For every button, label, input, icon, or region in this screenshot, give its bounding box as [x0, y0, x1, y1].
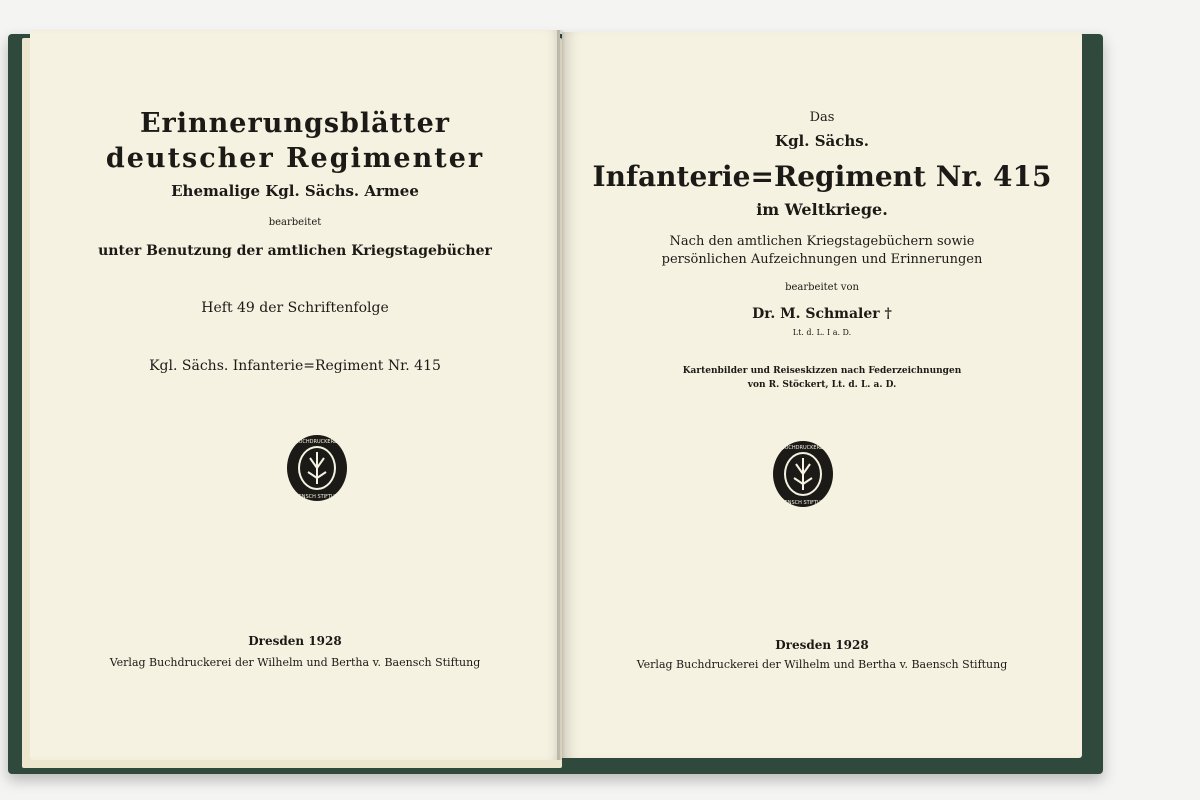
note-line-2: persönlichen Aufzeichnungen und Erinnerungen	[661, 252, 983, 267]
regiment-line: Kgl. Sächs. Infanterie=Regiment Nr. 415	[149, 358, 441, 374]
sources-line: unter Benutzung der amtlichen Kriegstagebücher	[98, 243, 492, 259]
issue-line: Heft 49 der Schriftenfolge	[201, 300, 389, 316]
maps-line-2: von R. Stöckert, Lt. d. L. a. D.	[747, 380, 897, 390]
author-rank: Lt. d. L. I a. D.	[792, 328, 852, 337]
edited-label: bearbeitet	[268, 217, 322, 228]
note-line-1: Nach den amtlichen Kriegstagebüchern sowie	[669, 234, 975, 249]
maps-line-1: Kartenbilder und Reiseskizzen nach Federzeichnungen	[682, 366, 962, 376]
publisher-line: Verlag Buchdruckerei der Wilhelm und Bertha v. Baensch Stiftung	[109, 656, 481, 669]
emblem-text-top: BUCHDRUCKEREI	[295, 439, 339, 445]
emblem-text-top: BUCHDRUCKEREI	[781, 445, 825, 451]
author-name: Dr. M. Schmaler †	[752, 306, 892, 322]
series-title-line-1: Erinnerungsblätter	[139, 108, 451, 139]
subtitle: im Weltkriege.	[756, 200, 888, 219]
place-year: Dresden 1928	[775, 638, 869, 652]
book-gutter	[557, 30, 565, 760]
das-line: Das	[809, 110, 835, 125]
emblem-text-bottom: BAENSCH STIFTUNG	[777, 500, 829, 506]
edited-by-label: bearbeitet von	[785, 282, 859, 293]
kgl-line: Kgl. Sächs.	[775, 132, 869, 150]
publisher-line: Verlag Buchdruckerei der Wilhelm und Bertha v. Baensch Stiftung	[636, 658, 1008, 671]
place-year: Dresden 1928	[248, 634, 342, 648]
publisher-emblem-left	[286, 434, 348, 502]
emblem-text-bottom: BAENSCH STIFTUNG	[291, 494, 343, 500]
army-line: Ehemalige Kgl. Sächs. Armee	[171, 182, 419, 200]
left-title-page	[30, 30, 560, 760]
main-title: Infanterie=Regiment Nr. 415	[592, 160, 1052, 193]
right-title-page	[562, 32, 1082, 758]
series-title-line-2: deutscher Regimenter	[105, 143, 485, 174]
publisher-emblem-right	[772, 440, 834, 508]
